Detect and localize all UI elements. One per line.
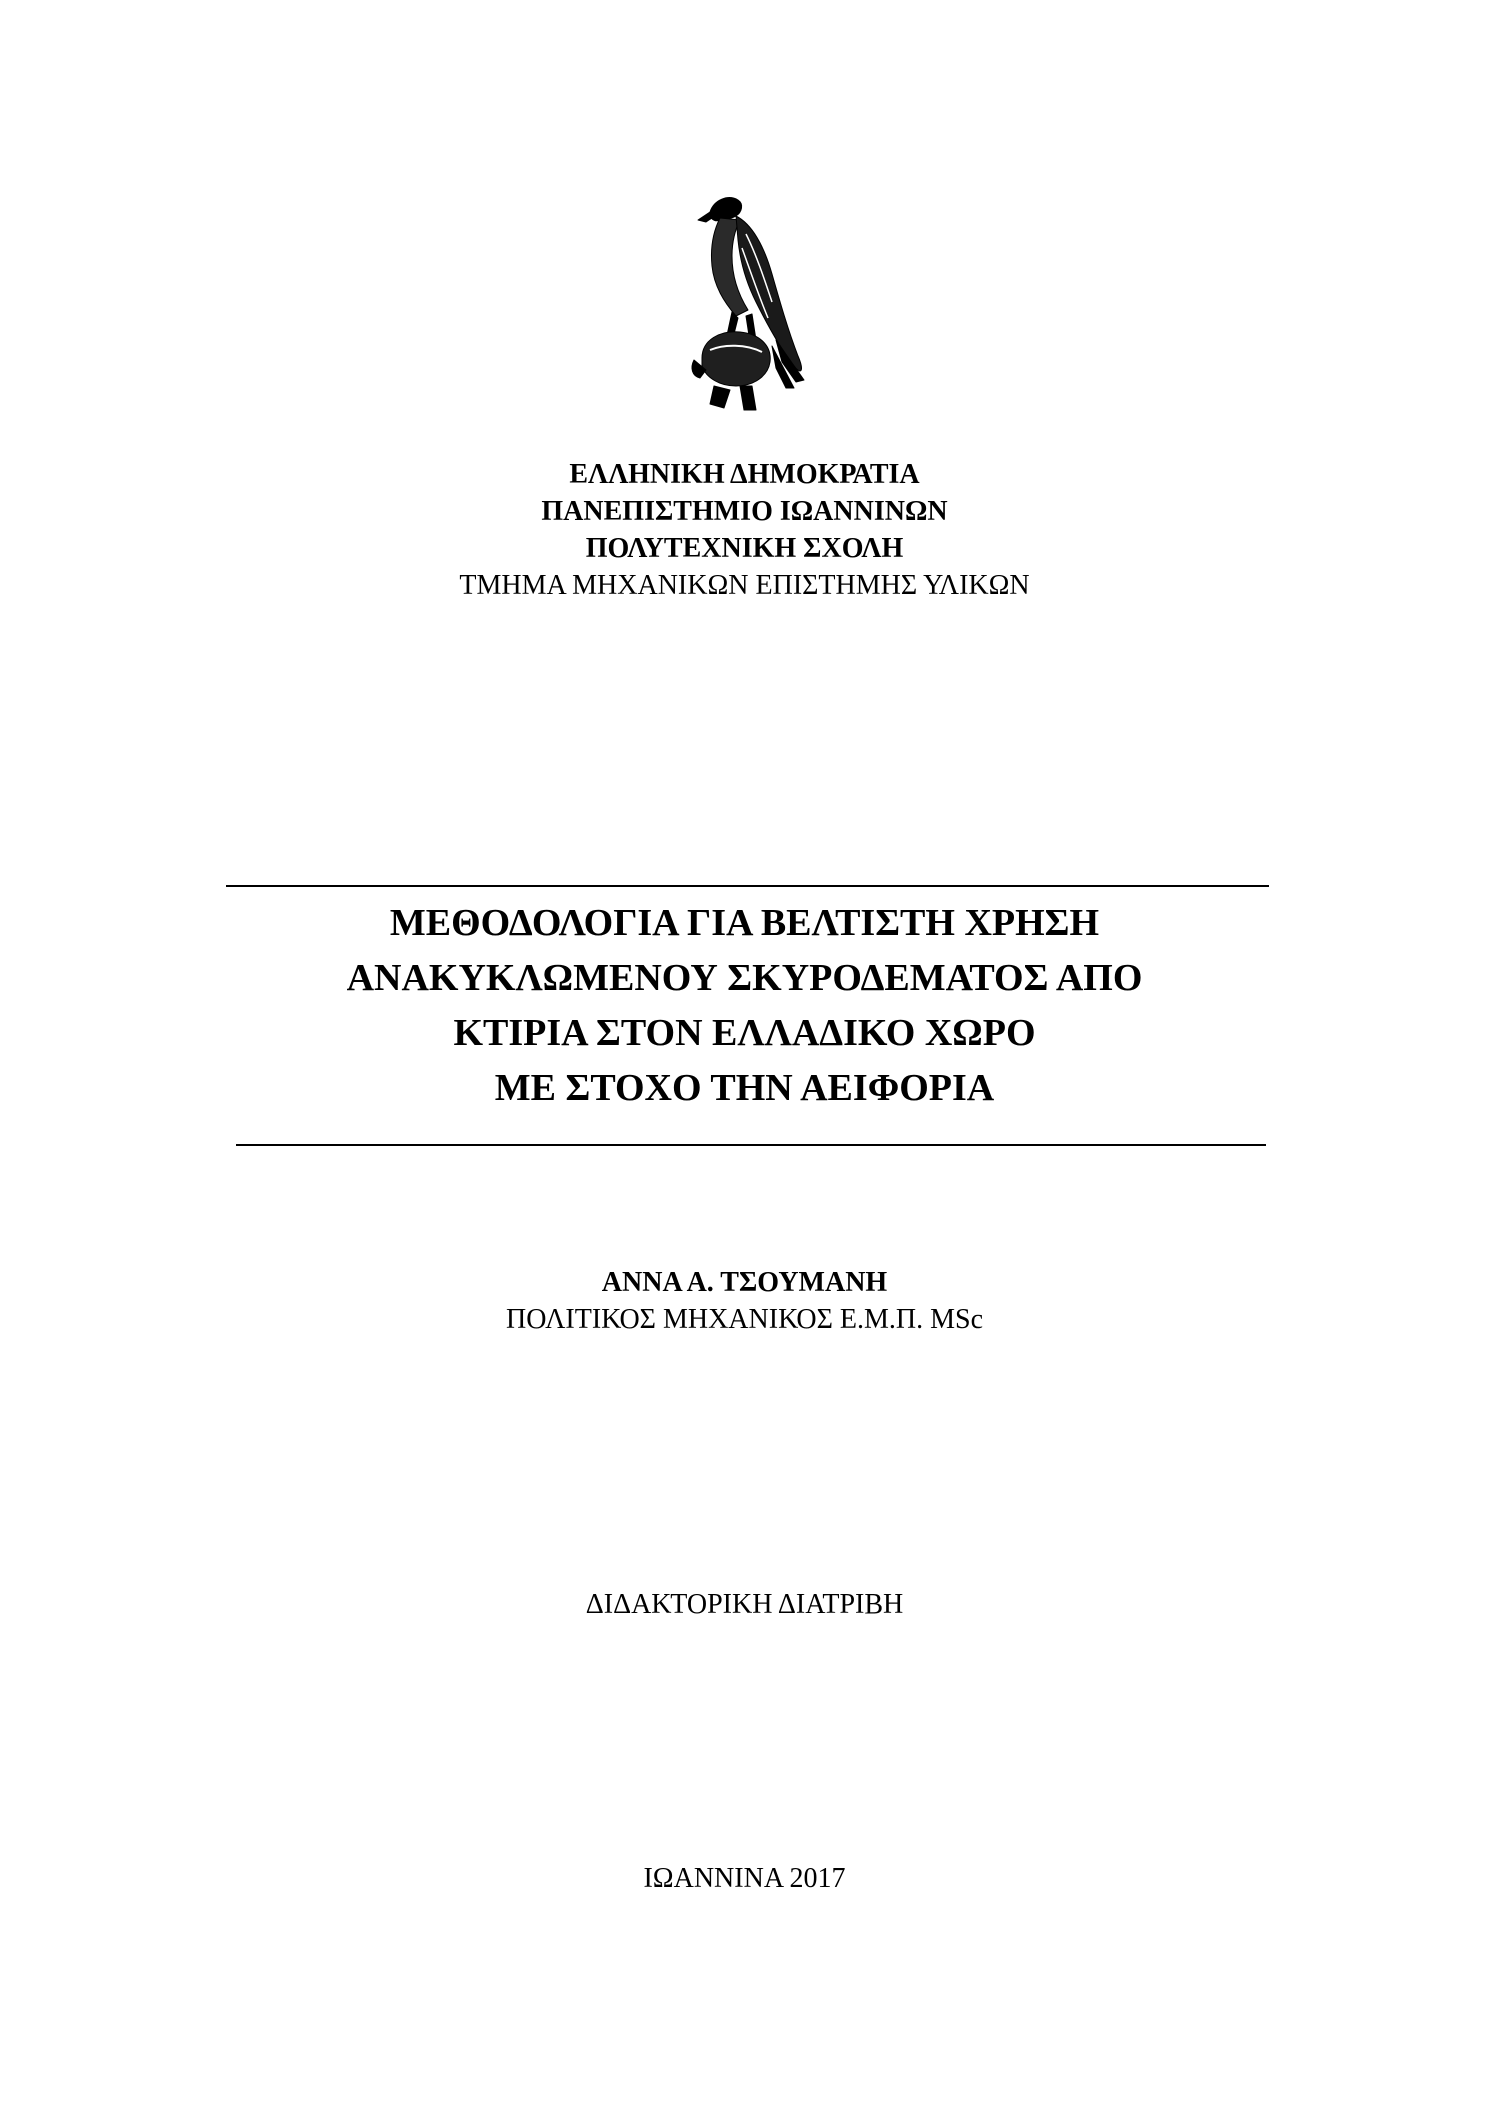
title-line-2: ΑΝΑΚΥΚΛΩΜΕΝΟΥ ΣΚΥΡΟΔΕΜΑΤΟΣ ΑΠΟ (346, 957, 1143, 999)
title-line-4: ΜΕ ΣΤΟΧΟ ΤΗΝ ΑΕΙΦΟΡΙΑ (494, 1067, 995, 1109)
place-year: ΙΩΑΝΝΙΝΑ 2017 (643, 1863, 846, 1894)
title-line-1: ΜΕΘΟΔΟΛΟΓΙΑ ΓΙΑ ΒΕΛΤΙΣΤΗ ΧΡΗΣΗ (389, 902, 1100, 944)
title-line-3: ΚΤΙΡΙΑ ΣΤΟΝ ΕΛΛΑΔΙΚΟ ΧΩΡΟ (453, 1012, 1036, 1054)
document-type: ΔΙΔΑΚΤΟΡΙΚΗ ΔΙΑΤΡΙΒΗ (585, 1589, 904, 1620)
author-name: ΑΝΝΑ Α. ΤΣΟΥΜΑΝΗ (601, 1267, 888, 1298)
author-block (0, 1264, 1489, 1338)
title-top-rule (226, 885, 1269, 887)
republic-name: ΕΛΛΗΝΙΚΗ ΔΗΜΟΚΡΑΤΙΑ (569, 459, 920, 490)
eagle-emblem-icon (680, 190, 810, 415)
school-name: ΠΟΛΥΤΕΧΝΙΚΗ ΣΧΟΛΗ (585, 533, 904, 564)
institution-header (0, 456, 1489, 604)
thesis-title (0, 896, 1489, 1116)
author-credentials: ΠΟΛΙΤΙΚΟΣ ΜΗΧΑΝΙΚΟΣ Ε.Μ.Π. MSc (506, 1304, 983, 1335)
university-name: ΠΑΝΕΠΙΣΤΗΜΙΟ ΙΩΑΝΝΙΝΩΝ (541, 496, 948, 527)
title-bottom-rule (236, 1144, 1266, 1146)
department-name: ΤΜΗΜΑ ΜΗΧΑΝΙΚΩΝ ΕΠΙΣΤΗΜΗΣ ΥΛΙΚΩΝ (459, 570, 1030, 601)
